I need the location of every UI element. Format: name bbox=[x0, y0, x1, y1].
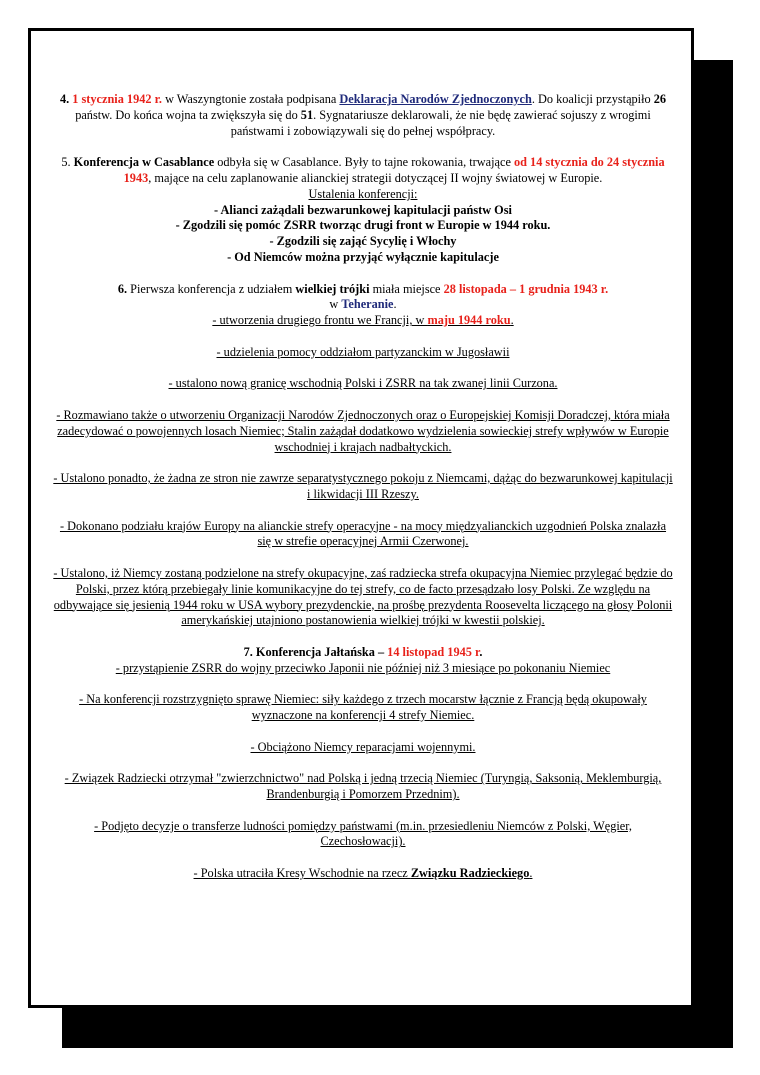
list-item: - Obciążono Niemcy reparacjami wojennymi. bbox=[250, 739, 476, 754]
text: . bbox=[529, 866, 533, 881]
conference-title: 7. Konferencja Jałtańska – bbox=[243, 644, 388, 659]
date-highlight: 1 stycznia 1942 r. bbox=[72, 92, 162, 106]
list-item: - Alianci zażądali bezwarunkowej kapitulacji państw Osi bbox=[214, 202, 512, 217]
paragraph-4 bbox=[52, 92, 674, 139]
text-bold: Związku Radzieckiego bbox=[410, 866, 530, 881]
text: . Sygnatariusze deklarowali, że nie będę zawierać sojuszy z wrogimi państwami i zobowiązywali się do pełnej współpracy. bbox=[230, 107, 651, 138]
list-item: - Rozmawiano także o utworzeniu Organizacji Narodów Zjednoczonych oraz o Europejskiej Komisji Doradczej, która miała zadecydować o powojennych losach Niemiec; Stalin zażądał dodatkowo wydzielenia sowieckiej strefy wpływów w Europie wschodniej i krajach nadbałtyckich. bbox=[56, 407, 670, 454]
conference-title: Konferencja w Casablance bbox=[73, 155, 215, 170]
list-item: - Związek Radziecki otrzymał "zwierzchnictwo" nad Polską i jedną trzecią Niemiec (Turyngią, Saksonią, Meklemburgią, Brandenburgią i Pomorzem Przednim). bbox=[64, 771, 662, 802]
text: w Waszyngtonie została podpisana bbox=[162, 92, 340, 106]
list-item: - Od Niemców można przyjąć wyłącznie kapitulacje bbox=[227, 249, 499, 264]
section-heading: Ustalenia konferencji: bbox=[308, 186, 418, 201]
list-item bbox=[52, 866, 674, 882]
text: odbyła się w Casablance. Były to tajne rokowania, trwające bbox=[214, 155, 514, 170]
list-item: - Zgodzili się pomóc ZSRR tworząc drugi front w Europie w 1944 roku. bbox=[175, 218, 551, 233]
text: - Polska utraciła Kresy Wschodnie na rzecz bbox=[193, 866, 411, 881]
list-item: - Dokonano podziału krajów Europy na alianckie strefy operacyjne - na mocy międzyalianckich uzgodnień Polska znalazła się w strefie operacyjnej Armii Czerwonej. bbox=[59, 518, 667, 549]
list-item: - Ustalono ponadto, że żadna ze stron nie zawrze separatystycznego pokoju z Niemcami, dążąc do bezwarunkowej kapitulacji i likwidacji III Rzeszy. bbox=[53, 471, 673, 501]
text: . bbox=[479, 644, 483, 659]
date-highlight: 28 listopada – 1 grudnia 1943 r. bbox=[443, 281, 609, 296]
list-item: - ustalono nową granicę wschodnią Polski i ZSRR na tak zwanej linii Curzona. bbox=[168, 376, 558, 391]
text: . bbox=[510, 313, 514, 328]
text: . bbox=[393, 297, 397, 312]
list-item: - Na konferencji rozstrzygnięto sprawę Niemiec: siły każdego z trzech mocarstw łącznie z Francją będą okupowały wyznaczone na konferencji 4 strefy Niemiec. bbox=[79, 692, 647, 723]
text: - utworzenia drugiego frontu we Francji, w bbox=[212, 313, 428, 328]
list-item: - udzielenia pomocy oddziałom partyzanckim w Jugosławii bbox=[216, 344, 510, 359]
declaration-link[interactable]: Deklaracja Narodów Zjednoczonych bbox=[339, 92, 532, 106]
list-item: - Podjęto decyzje o transferze ludności pomiędzy państwami (m.in. przesiedleniu Niemców z Polski, Węgier, Czechosłowacji). bbox=[94, 818, 632, 849]
date-highlight: maju 1944 roku bbox=[427, 313, 511, 328]
paragraph-7-title bbox=[52, 645, 674, 661]
list-item: - Ustalono, iż Niemcy zostaną podzielone na strefy okupacyjne, zaś radziecka strefa okupacyjna Niemiec przylegać będzie do Polski, przez którą przebiegały linie komunikacyjne do tej strefy, co de facto przesądzało losy Polski. Ze względu na odbywające się jesienią 1944 roku w USA wybory prezydenckie, na prośbę prezydenta Roosevelta liczącego na głosy Polonii amerykańskiej utajniono postanowienia wielkiej trójki w kwestii polskiej. bbox=[53, 565, 673, 628]
item-number: 6. bbox=[117, 281, 128, 296]
text: miała miejsce bbox=[369, 281, 444, 296]
list-item: - przystąpienie ZSRR do wojny przeciwko Japonii nie później niż 3 miesiące po pokonaniu Niemiec bbox=[115, 660, 611, 675]
text: Pierwsza konferencja z udziałem bbox=[127, 281, 296, 296]
paragraph-6-city bbox=[52, 297, 674, 313]
count: 26 bbox=[653, 92, 667, 106]
list-item: - Zgodzili się zająć Sycylię i Włochy bbox=[269, 234, 457, 249]
big-three: wielkiej trójki bbox=[295, 281, 370, 296]
count: 51 bbox=[300, 107, 314, 122]
date-highlight: 14 listopad 1945 r bbox=[387, 644, 480, 659]
date-highlight: od 14 stycznia do 24 stycznia 1943 bbox=[123, 155, 665, 185]
text: w bbox=[329, 297, 342, 312]
text: . Do koalicji przystąpiło bbox=[531, 92, 654, 106]
city-name: Teheranie bbox=[341, 297, 394, 312]
paragraph-6 bbox=[52, 282, 674, 298]
paragraph-5 bbox=[52, 155, 674, 187]
text: państw. Do końca wojna ta zwiększyła się do bbox=[75, 107, 301, 122]
list-item bbox=[52, 313, 674, 329]
document-body bbox=[52, 92, 674, 882]
item-number: 4. bbox=[59, 92, 70, 106]
text: , mające na celu zaplanowanie alianckiej strategii dotyczącej II wojny światowej w Europie. bbox=[148, 170, 603, 185]
item-number: 5. bbox=[61, 155, 74, 170]
